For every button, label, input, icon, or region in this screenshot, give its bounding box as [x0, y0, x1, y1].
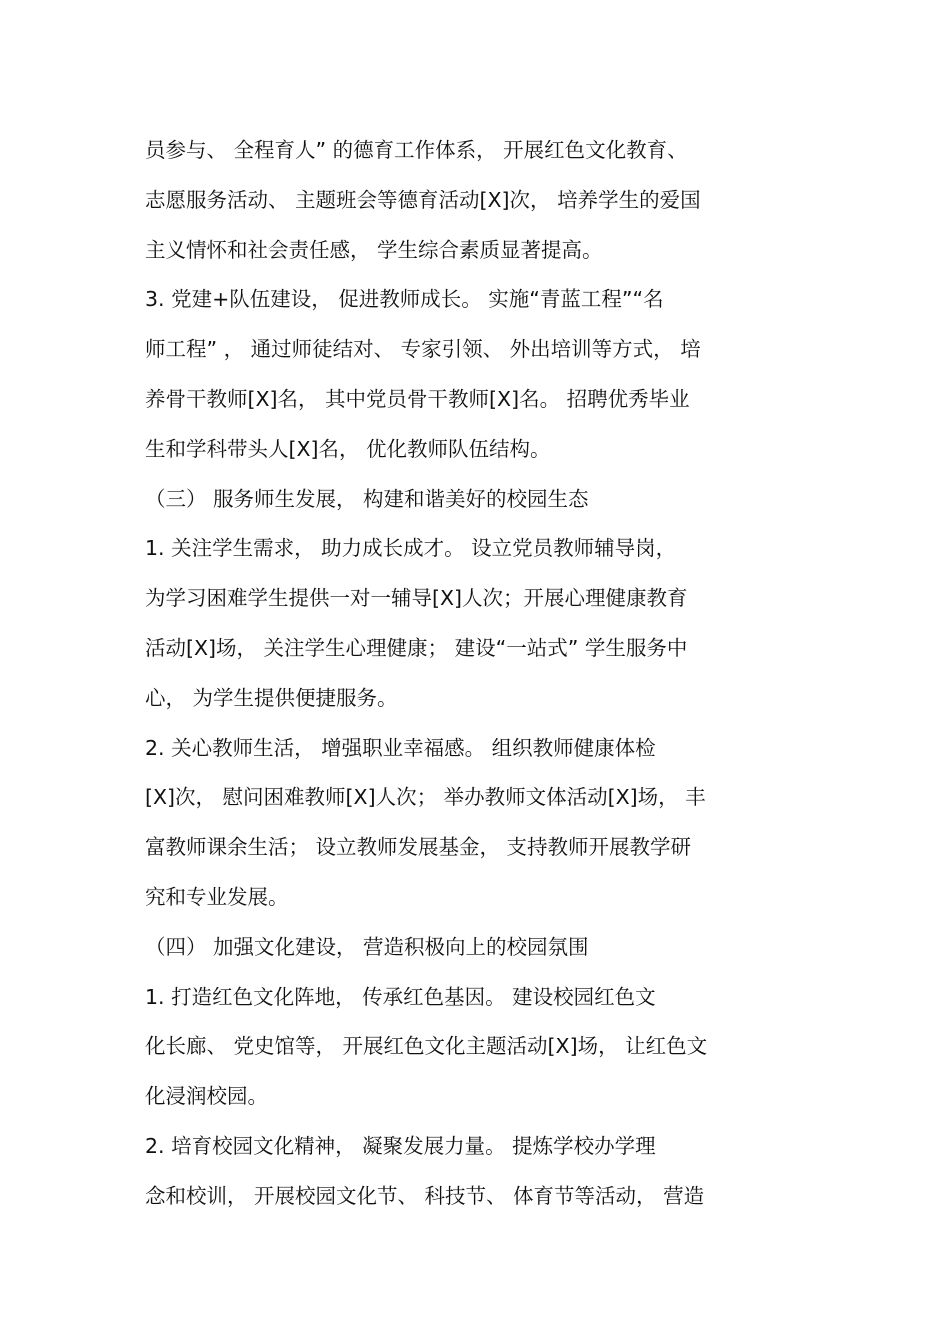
- text-line: 富教师课余生活； 设立教师发展基金， 支持教师开展教学研: [145, 835, 692, 860]
- text-line: [X]次， 慰问困难教师[X]人次； 举办教师文体活动[X]场， 丰: [145, 785, 706, 810]
- section-item-2: 2. 培育校园文化精神， 凝聚发展力量。 提炼学校办学理: [145, 1133, 656, 1158]
- text-line: 究和专业发展。: [145, 884, 289, 909]
- text-line: 生和学科带头人[X]名， 优化教师队伍结构。: [145, 436, 551, 461]
- text-line: 活动[X]场， 关注学生心理健康； 建设“一站式” 学生服务中: [145, 635, 688, 660]
- text-line: 心， 为学生提供便捷服务。: [145, 685, 398, 710]
- text-line: 员参与、 全程育人” 的德育工作体系， 开展红色文化教育、: [145, 138, 688, 162]
- text-line: 志愿服务活动、 主题班会等德育活动[X]次， 培养学生的爱国: [145, 187, 701, 212]
- section-item-3: 3. 党建+队伍建设， 促进教师成长。 实施“青蓝工程”“名: [145, 287, 664, 312]
- section-heading-3: （三） 服务师生发展， 构建和谐美好的校园生态: [145, 486, 589, 511]
- section-item-2: 2. 关心教师生活， 增强职业幸福感。 组织教师健康体检: [145, 735, 656, 760]
- section-item-1: 1. 打造红色文化阵地， 传承红色基因。 建设校园红色文: [145, 984, 656, 1009]
- text-line: 念和校训， 开展校园文化节、 科技节、 体育节等活动， 营造: [145, 1183, 705, 1208]
- text-line: 主义情怀和社会责任感， 学生综合素质显著提高。: [145, 237, 603, 262]
- text-line: 养骨干教师[X]名， 其中党员骨干教师[X]名。 招聘优秀毕业: [145, 386, 690, 411]
- section-item-1: 1. 关注学生需求， 助力成长成才。 设立党员教师辅导岗，: [145, 536, 677, 561]
- text-line: 为学习困难学生提供一对一辅导[X]人次；开展心理健康教育: [145, 586, 688, 611]
- document-body: [145, 126, 785, 1222]
- text-line: 化浸润校园。: [145, 1084, 268, 1109]
- section-heading-4: （四） 加强文化建设， 营造积极向上的校园氛围: [145, 934, 589, 959]
- text-line: 师工程” ， 通过师徒结对、 专家引领、 外出培训等方式， 培: [145, 337, 701, 362]
- text-line: 化长廊、 党史馆等， 开展红色文化主题活动[X]场， 让红色文: [145, 1034, 708, 1059]
